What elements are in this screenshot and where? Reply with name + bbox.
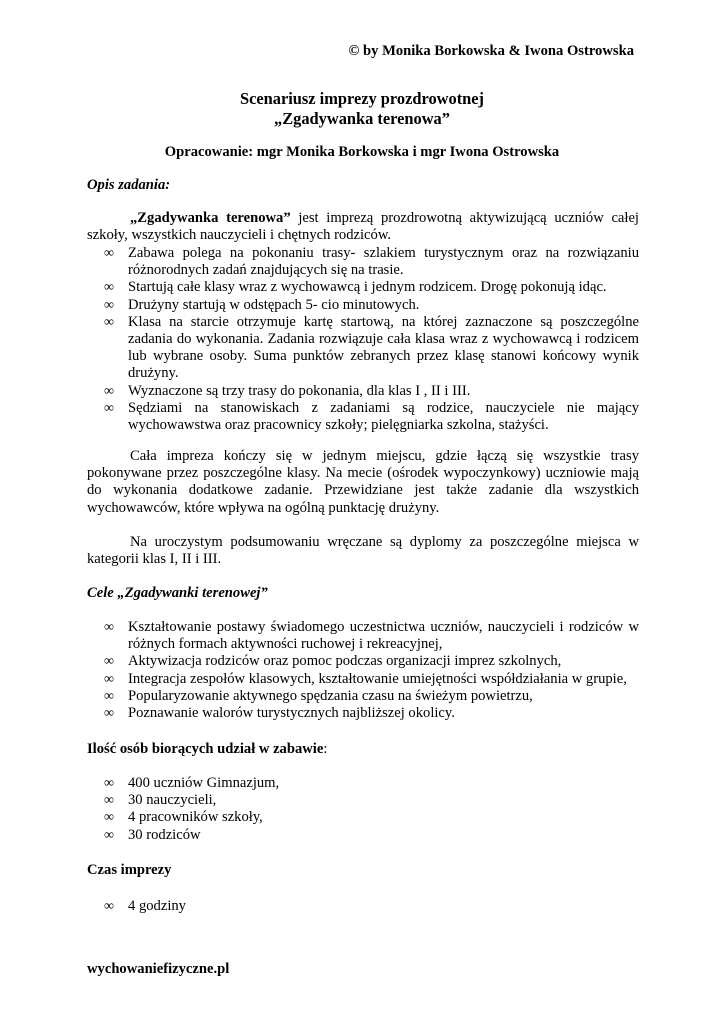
list-item: ∞ 4 godziny (104, 898, 186, 914)
list-item: ∞ Kształtowanie postawy świadomego uczestnictwa uczniów, nauczycieli i rodziców w różnych formach aktywności ruchowej i rekreacyjnej, (104, 619, 639, 653)
title-line-2: „Zgadywanka terenowa” (274, 109, 450, 128)
infinity-bullet-icon: ∞ (104, 383, 114, 399)
infinity-bullet-icon: ∞ (104, 688, 114, 704)
infinity-bullet-icon: ∞ (104, 793, 114, 809)
section-heading-opis: Opis zadania: (87, 177, 171, 193)
intro-bold-title: „Zgadywanka terenowa” (130, 210, 291, 226)
czas-bullet-list (87, 898, 639, 915)
infinity-bullet-icon: ∞ (104, 620, 114, 635)
list-item: ∞ Aktywizacja rodziców oraz pomoc podczas organizacji imprez szkolnych, (104, 653, 562, 670)
list-item: ∞ 30 nauczycieli, (104, 792, 217, 809)
summary-paragraph-1: Cała impreza kończy się w jednym miejscu, gdzie łączą się wszystkie trasy pokonywane przez poszczególne klasy. Na mecie (ośrodek wypoczynkowy) uczniowie mają do wykonania dodatkowe zadanie. Przewidziane jest także zadanie dla wszystkich wychowawców, które wpływa na ogólną punktację drużyny. (87, 448, 639, 516)
list-item: ∞ Startują całe klasy wraz z wychowawcą i jednym rodzicem. Drogę pokonują idąc. (104, 279, 607, 296)
list-item: ∞ Wyznaczone są trzy trasy do pokonania, dla klas I , II i III. (104, 382, 471, 399)
infinity-bullet-icon: ∞ (104, 297, 114, 313)
list-item: ∞ Klasa na starcie otrzymuje kartę startową, na której zaznaczone są poszczególne zadania do wykonania. Zadania rozwiązuje cała klasa wraz z wychowawcą i rodzicem lub wybrane osoby. Suma punktów zebranych przez klasę stanowi końcowy wynik drużyny. (104, 313, 639, 382)
infinity-bullet-icon: ∞ (104, 827, 114, 843)
cele-bullet-list (87, 619, 639, 722)
authors-line: Opracowanie: mgr Monika Borkowska i mgr Iwona Ostrowska (164, 144, 560, 160)
footer-website: wychowaniefizyczne.pl (87, 961, 230, 977)
infinity-bullet-icon: ∞ (104, 810, 114, 826)
list-item: ∞ 4 pracowników szkoły, (104, 809, 263, 826)
list-item: ∞ 30 rodziców (104, 826, 201, 843)
infinity-bullet-icon: ∞ (104, 671, 114, 687)
list-item: ∞ Poznawanie walorów turystycznych najbliższej okolicy. (104, 705, 455, 722)
infinity-bullet-icon: ∞ (104, 899, 114, 914)
section-heading-cele: Cele „Zgadywanki terenowej” (87, 585, 268, 601)
list-item: ∞ Sędziami na stanowiskach z zadaniami są rodzice, nauczyciele nie mający wychowawstwa oraz pracownicy szkoły; pielęgniarka szkolna, stażyści. (104, 399, 639, 434)
infinity-bullet-icon: ∞ (104, 280, 114, 296)
infinity-bullet-icon: ∞ (104, 314, 114, 330)
list-item: ∞ Drużyny startują w odstępach 5- cio minutowych. (104, 296, 420, 313)
list-item: ∞ Integracja zespołów klasowych, kształtowanie umiejętności współdziałania w grupie, (104, 670, 627, 687)
section-heading-ilosc: Ilość osób biorących udział w zabawie: (87, 741, 328, 757)
copyright-notice: © by Monika Borkowska & Iwona Ostrowska (348, 43, 634, 59)
infinity-bullet-icon: ∞ (104, 706, 114, 722)
intro-text: jest imprezą prozdrowotną aktywizującą uczniów całej szkoły, wszystkich nauczycieli i chętnych rodziców. (87, 210, 639, 244)
infinity-bullet-icon: ∞ (104, 400, 114, 416)
infinity-bullet-icon: ∞ (104, 654, 114, 670)
ilosc-bullet-list (87, 775, 639, 844)
section-heading-czas: Czas imprezy (87, 862, 172, 878)
infinity-bullet-icon: ∞ (104, 246, 114, 261)
document-title (0, 89, 724, 129)
infinity-bullet-icon: ∞ (104, 776, 114, 791)
title-line-1: Scenariusz imprezy prozdrowotnej (239, 89, 484, 108)
list-item: ∞ 400 uczniów Gimnazjum, (104, 775, 280, 791)
summary-paragraph-2: Na uroczystym podsumowaniu wręczane są dyplomy za poszczególne miejsca w kategorii klas I, II i III. (87, 534, 639, 568)
opis-bullet-list (87, 245, 639, 434)
list-item: ∞ Zabawa polega na pokonaniu trasy- szlakiem turystycznym oraz na rozwiązaniu różnorodnych zadań znajdujących się na trasie. (104, 245, 639, 279)
list-item: ∞ Popularyzowanie aktywnego spędzania czasu na świeżym powietrzu, (104, 687, 533, 704)
intro-paragraph (87, 210, 639, 244)
